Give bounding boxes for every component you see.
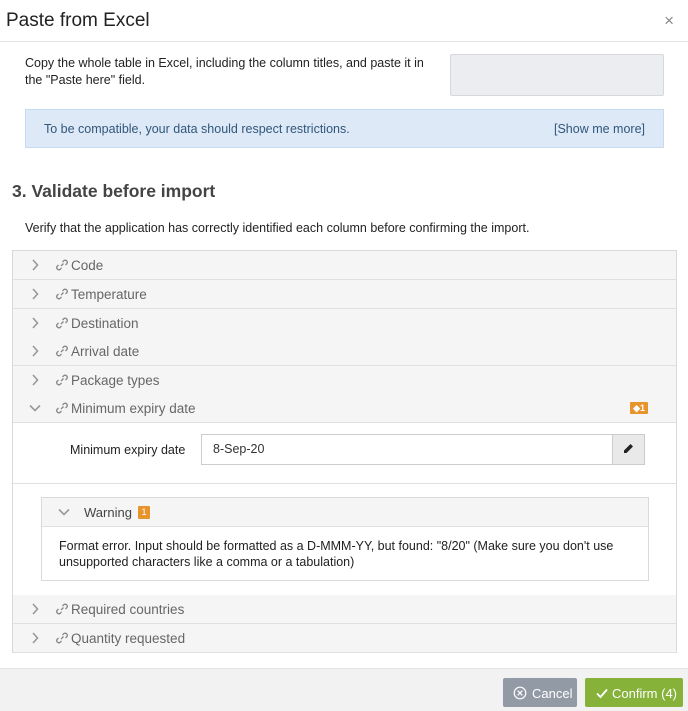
warning-count: 1 [639,403,645,413]
warning-panel [41,497,649,581]
cancel-label: Cancel [532,686,573,701]
link-icon [55,344,69,358]
expanded-column-panel [13,423,676,484]
section-title: 3. Validate before import [12,181,216,201]
link-icon [55,373,69,387]
column-row-temperature[interactable] [13,280,676,309]
link-icon [55,316,69,330]
info-text: To be compatible, your data should respect restrictions. [44,122,350,136]
column-row-required-countries[interactable] [13,595,676,624]
column-label: Package types [71,373,160,388]
column-label: Destination [71,316,139,331]
chevron-right-icon [29,285,41,303]
edit-button[interactable] [612,434,645,465]
column-row-quantity-requested[interactable] [13,624,676,653]
warning-message: Format error. Input should be formatted as a D-MMM-YY, but found: "8/20" (Make sure you don't use unsupported characters like a comma or a tabulation) [59,539,614,569]
confirm-button[interactable] [585,678,683,707]
column-label: Arrival date [71,344,140,359]
chevron-right-icon [29,256,41,274]
warning-title: Warning [84,505,132,520]
link-icon [55,631,69,645]
paste-instructions: Copy the whole table in Excel, including the column titles, and paste it in the "Paste here" field. [25,56,424,87]
confirm-label: Confirm (4) [612,686,678,701]
chevron-right-icon [29,342,41,360]
chevron-down-icon [29,399,41,417]
column-label: Required countries [71,602,185,617]
link-icon [55,258,69,272]
column-row-minimum-expiry-date[interactable] [13,394,676,423]
validate-description: Verify that the application has correctly identified each column before confirming the import. [25,221,530,235]
chevron-right-icon [29,314,41,332]
modal-header [0,0,688,42]
column-row-destination[interactable] [13,309,676,338]
column-row-package-types[interactable] [13,366,676,395]
column-label: Minimum expiry date [71,401,196,416]
column-row-arrival-date[interactable] [13,337,676,366]
columns-accordion [12,250,677,653]
close-button[interactable]: × [664,11,674,30]
link-icon [55,401,69,415]
chevron-down-icon [58,503,70,521]
cancel-button[interactable] [503,678,577,707]
info-box [25,109,664,148]
chevron-right-icon [29,371,41,389]
chevron-right-icon [29,629,41,647]
warning-count-badge: ◆1 [630,402,648,414]
field-label: Minimum expiry date [70,443,186,457]
modal-title: Paste from Excel [6,10,150,31]
link-icon [55,602,69,616]
column-row-code[interactable] [13,251,676,280]
column-label: Temperature [71,287,147,302]
warning-header[interactable] [42,498,648,527]
chevron-right-icon [29,600,41,618]
paste-textarea[interactable] [450,54,664,96]
column-label: Code [71,258,104,273]
check-icon [595,686,609,700]
expiry-date-input[interactable]: 8-Sep-20 [201,434,613,465]
cancel-circle-icon [513,686,527,700]
column-label: Quantity requested [71,631,186,646]
pencil-icon [623,442,634,457]
show-more-link[interactable]: [Show me more] [553,122,645,136]
warning-badge: 1 [138,506,150,519]
link-icon [55,287,69,301]
